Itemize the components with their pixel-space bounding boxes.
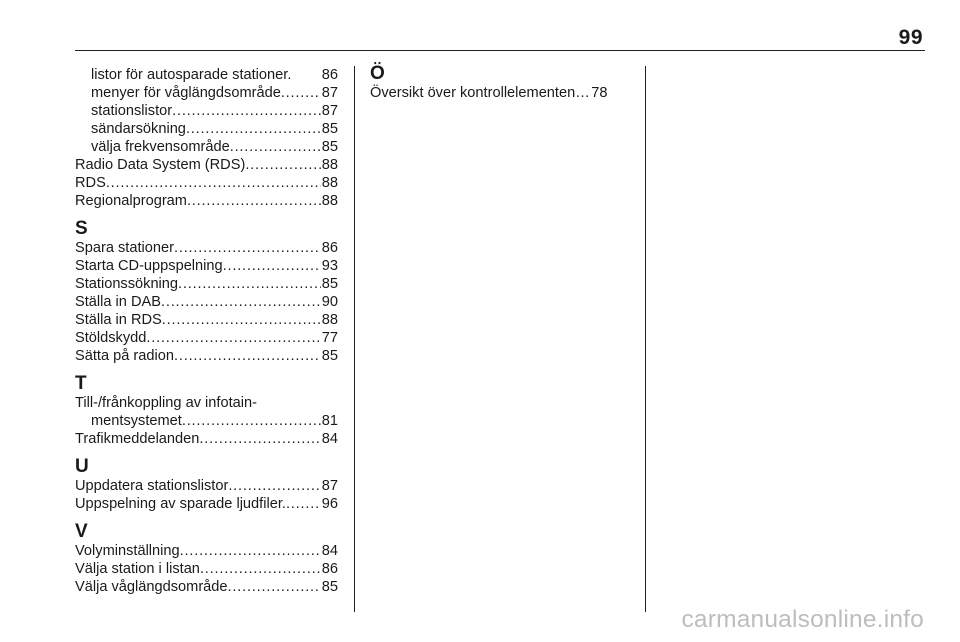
entry-continuation [75,412,338,430]
index-entry[interactable] [75,430,338,448]
entry-page-number: 77 [321,330,338,346]
index-entry[interactable] [75,477,338,495]
entry-page-number: 86 [321,67,338,83]
section-letter: T [75,373,87,394]
entry-label: Välja våglängdsområde [75,579,228,595]
entry-label: sändarsökning [91,121,186,137]
entry-label: Regionalprogram [75,193,187,209]
dot-leader [245,156,320,174]
index-entry[interactable] [75,293,338,311]
entry-label: Uppspelning av sparade ljudfiler. [75,496,286,512]
index-entry[interactable] [75,275,338,293]
entry-label: Stationssökning [75,276,179,292]
dot-leader [223,257,321,275]
index-entry[interactable] [75,156,338,174]
entry-label: Sätta på radion [75,348,174,364]
entry-page-number: 88 [321,312,338,328]
dot-leader [180,542,321,560]
index-entry[interactable] [75,542,338,560]
section-letter: U [75,456,89,477]
section-letter: V [75,521,88,542]
index-entry[interactable] [75,495,338,513]
entry-label: Volyminställning [75,543,180,559]
entry-label: Spara stationer [75,240,174,256]
index-column-middle [370,63,633,102]
page-number: 99 [898,26,923,49]
entry-page-number: 81 [321,413,338,429]
dot-leader [228,578,321,596]
index-column-left [75,66,338,596]
entry-label: Uppdatera stationslistor [75,478,229,494]
index-entry[interactable] [75,192,338,210]
dot-leader [199,430,320,448]
index-entry[interactable] [75,138,338,156]
dot-leader [162,311,321,329]
dot-leader [106,174,321,192]
dot-leader: … [575,85,590,101]
dot-leader [187,192,321,210]
entry-page-number: 84 [321,431,338,447]
index-entry[interactable] [75,394,338,430]
header-rule [75,50,925,51]
entry-page-number: 87 [321,103,338,119]
dot-leader [174,239,321,257]
entry-label: Radio Data System (RDS) [75,157,246,173]
dot-leader [172,102,321,120]
entry-label: välja frekvensområde [91,139,230,155]
dot-leader [286,495,321,513]
index-entry[interactable] [75,102,338,120]
column-divider [645,66,646,612]
entry-page-number: 88 [321,175,338,191]
index-entry[interactable] [370,84,633,102]
index-entry[interactable] [75,257,338,275]
index-entry[interactable] [75,66,338,84]
entry-page-number: 87 [321,478,338,494]
dot-leader [228,477,320,495]
dot-leader [146,329,320,347]
entry-page-number: 85 [321,139,338,155]
entry-page-number: 78 [591,85,608,101]
dot-leader [182,412,321,430]
index-entry[interactable] [75,329,338,347]
entry-page-number: 85 [321,579,338,595]
entry-label: Starta CD-uppspelning [75,258,223,274]
index-entry[interactable] [75,239,338,257]
entry-label: stationslistor [91,103,173,119]
dot-leader [161,293,321,311]
entry-label: listor för autosparade stationer. [91,67,292,83]
index-entry[interactable] [75,120,338,138]
entry-page-number: 84 [321,543,338,559]
entry-page-number: 88 [321,193,338,209]
index-entries [370,84,633,102]
entry-label: menyer för våglängdsområde [91,85,281,101]
entry-page-number: 93 [321,258,338,274]
entry-page-number: 85 [321,276,338,292]
index-entry[interactable] [75,84,338,102]
entry-label: Trafikmeddelanden [75,431,200,447]
dot-leader [178,275,321,293]
entry-page-number: 86 [321,240,338,256]
entry-page-number: 96 [321,496,338,512]
entry-page-number: 85 [321,348,338,364]
entry-label: Stöldskydd [75,330,147,346]
index-entry[interactable] [75,578,338,596]
entry-page-number: 85 [321,121,338,137]
entry-label: Välja station i listan [75,561,200,577]
dot-leader [186,120,321,138]
section-letter: S [75,218,88,239]
entry-label: Översikt över kontrollelementen [370,85,576,101]
entry-page-number: 86 [321,561,338,577]
dot-leader [230,138,321,156]
index-entry[interactable] [75,560,338,578]
watermark: carmanualsonline.info [681,606,924,633]
entry-label: RDS [75,175,106,191]
index-entry[interactable] [75,311,338,329]
entry-label: Ställa in RDS [75,312,162,328]
entry-label: Till-/frånkoppling av infotain- [75,395,257,411]
entry-label: mentsystemet [91,413,182,429]
entry-label: Ställa in DAB [75,294,161,310]
column-divider [354,66,355,612]
entry-page-number: 90 [321,294,338,310]
section-letter: Ö [370,63,385,84]
index-entry[interactable] [75,347,338,365]
entry-page-number: 88 [321,157,338,173]
index-continued-entries [75,66,338,210]
index-entry[interactable] [75,174,338,192]
dot-leader [174,347,321,365]
entry-page-number: 87 [321,85,338,101]
index-sections [75,219,338,596]
dot-leader [200,560,321,578]
dot-leader [281,84,321,102]
